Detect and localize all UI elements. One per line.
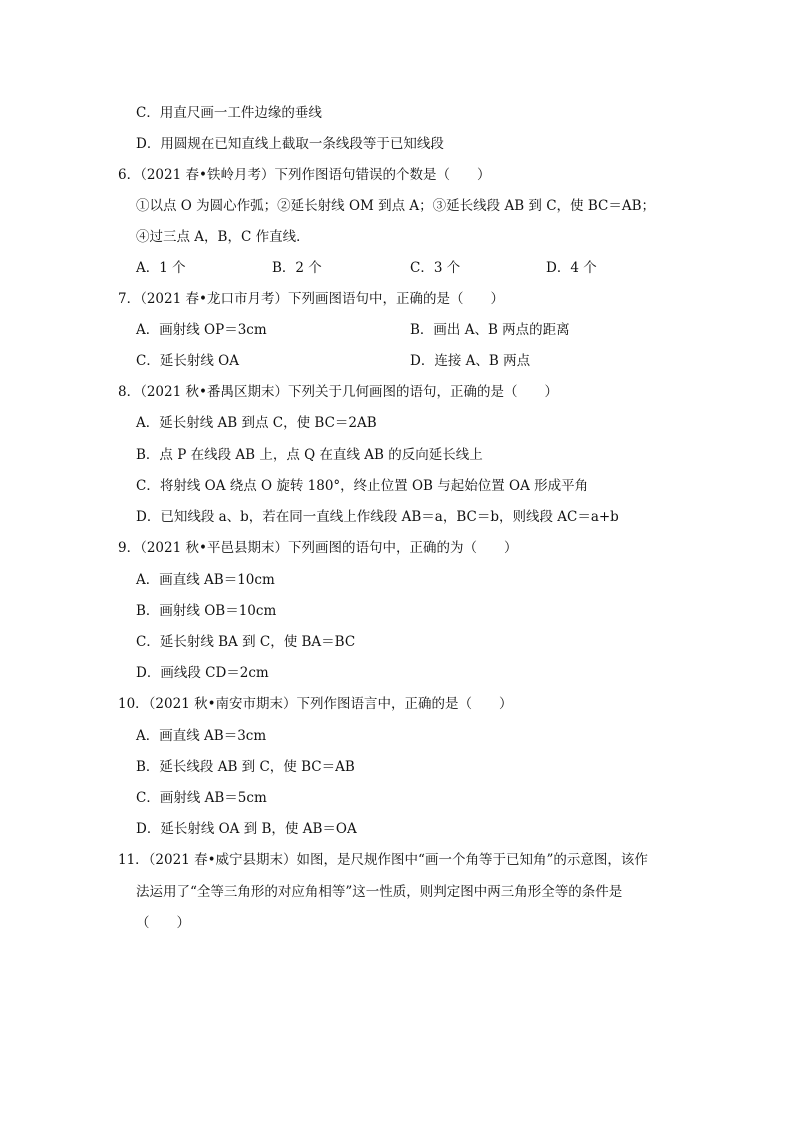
q10-stem: 10．（2021 秋•南安市期末）下列作图语言中，正确的是（ ） [118, 696, 513, 712]
q6-statement-line-1: ①以点 O 为圆心作弧；②延长射线 OM 到点 A；③延长线段 AB 到 C，使 BC＝AB； [136, 198, 655, 214]
q10-option-b: B．延长线段 AB 到 C，使 BC＝AB [136, 759, 355, 775]
q6-stem: 6．（2021 春•铁岭月考）下列作图语句错误的个数是（ ） [118, 167, 491, 183]
q7-options-row-2 [0, 351, 793, 371]
q6-option-a: A．1 个 [136, 260, 186, 276]
q7-option-b: B．画出 A、B 两点的距离 [410, 322, 570, 338]
q9-option-b: B．画射线 OB＝10cm [136, 603, 277, 619]
q6-options-row [0, 258, 793, 278]
q8-option-b: B．点 P 在线段 AB 上，点 Q 在直线 AB 的反向延长线上 [136, 447, 483, 463]
q7-option-d: D．连接 A、B 两点 [410, 353, 531, 369]
q6-statement-line-2: ④过三点 A，B，C 作直线． [136, 229, 310, 245]
q11-answer-bracket: （ ） [136, 915, 190, 931]
q10-option-a: A．画直线 AB＝3cm [136, 728, 267, 744]
q6-option-c: C．3 个 [410, 260, 461, 276]
q7-options-row-1 [0, 320, 793, 340]
q11-stem-line-2: 法运用了“全等三角形的对应角相等”这一性质，则判定图中两三角形全等的条件是 [136, 884, 623, 900]
q8-stem: 8．（2021 秋•番禺区期末）下列关于几何画图的语句，正确的是（ ） [118, 384, 558, 400]
q8-option-a: A．延长射线 AB 到点 C，使 BC＝2AB [136, 415, 377, 431]
q11-stem-line-1: 11．（2021 春•威宁县期末）如图，是尺规作图中“画一个角等于已知角”的示意图，该作 [118, 852, 648, 868]
q9-option-d: D．画线段 CD＝2cm [136, 665, 269, 681]
q8-option-c: C．将射线 OA 绕点 O 旋转 180°，终止位置 OB 与起始位置 OA 形成平角 [136, 478, 589, 494]
q9-option-a: A．画直线 AB＝10cm [136, 572, 275, 588]
q9-option-c: C．延长射线 BA 到 C，使 BA＝BC [136, 634, 356, 650]
q7-option-a: A．画射线 OP＝3cm [136, 322, 267, 338]
q10-option-c: C．画射线 AB＝5cm [136, 790, 267, 806]
q7-option-c: C．延长射线 OA [136, 353, 239, 369]
q10-option-d: D．延长射线 OA 到 B，使 AB＝OA [136, 821, 357, 837]
q5-option-c: C．用直尺画一工件边缘的垂线 [136, 105, 322, 121]
q6-option-b: B．2 个 [272, 260, 322, 276]
q7-stem: 7．（2021 春•龙口市月考）下列画图语句中，正确的是（ ） [118, 291, 504, 307]
q5-option-d: D．用圆规在已知直线上截取一条线段等于已知线段 [136, 136, 444, 152]
q8-option-d: D．已知线段 a、b，若在同一直线上作线段 AB＝a，BC＝b，则线段 AC＝a+b [136, 509, 619, 525]
q9-stem: 9．（2021 秋•平邑县期末）下列画图的语句中，正确的为（ ） [118, 540, 518, 556]
q6-option-d: D．4 个 [546, 260, 597, 276]
